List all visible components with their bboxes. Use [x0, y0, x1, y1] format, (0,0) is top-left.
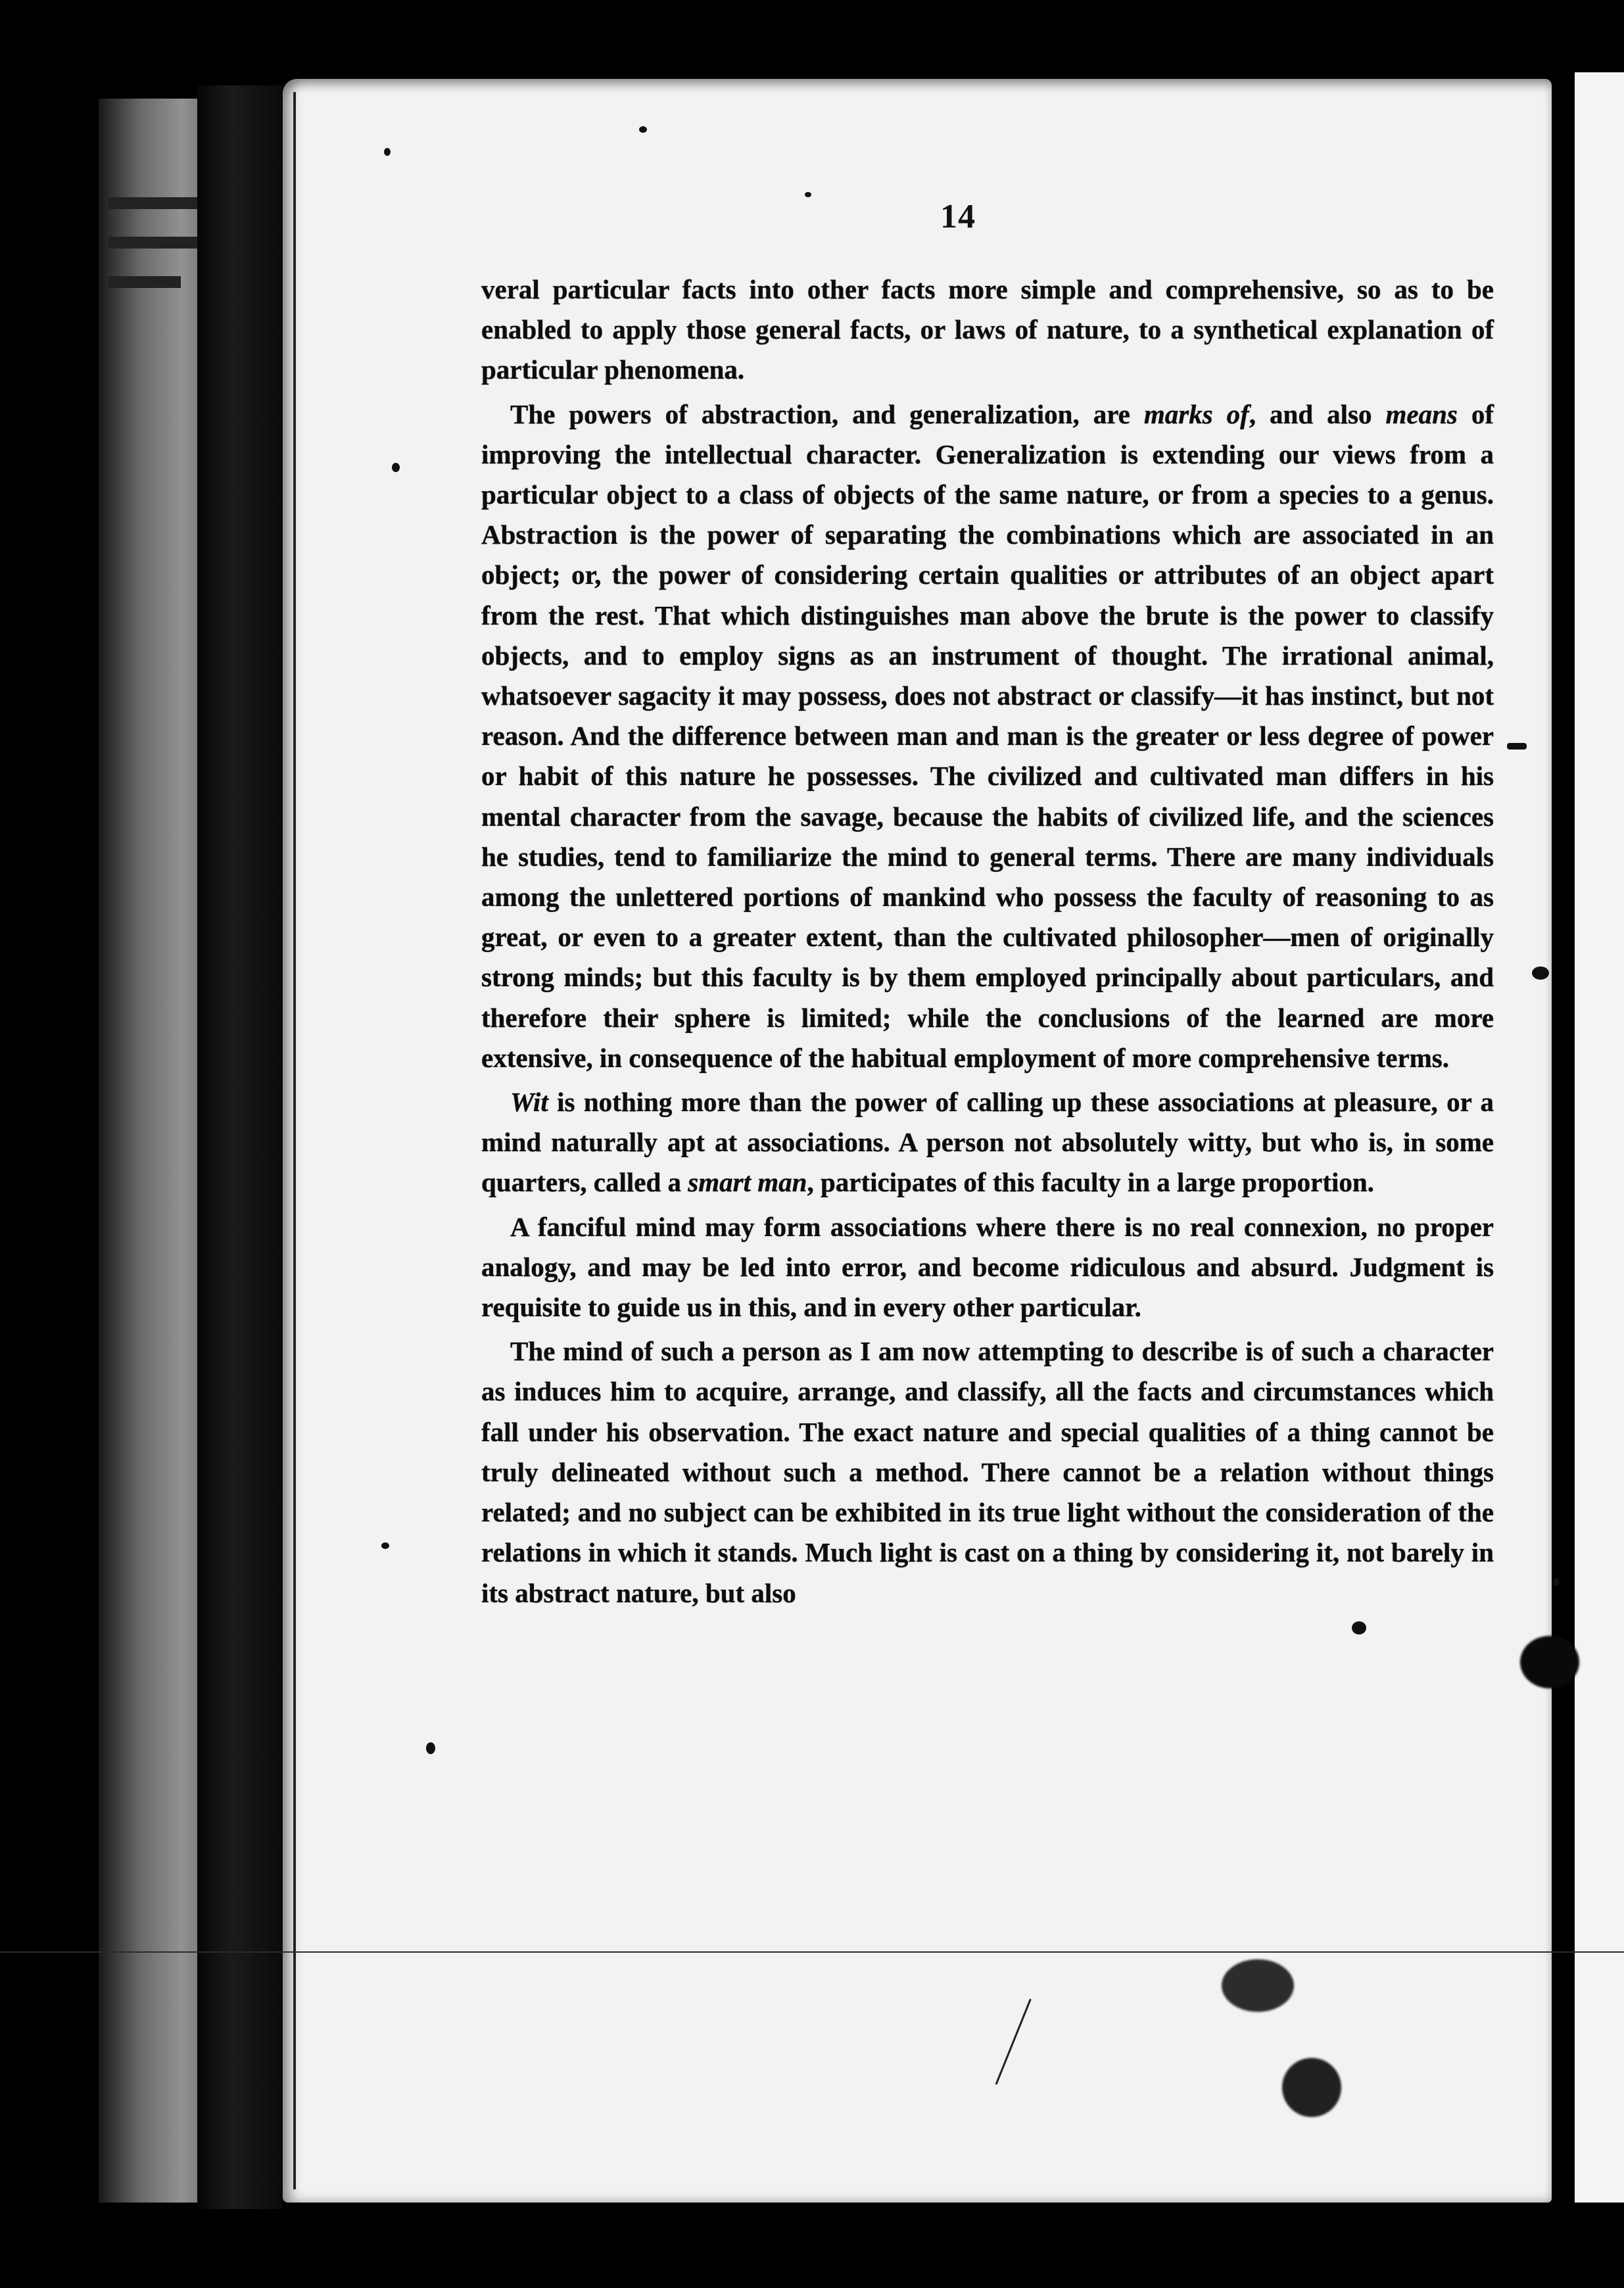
text-run: , participates of this faculty in a large proportion. [807, 1167, 1374, 1198]
text-run: The mind of such a person as I am now attempting to describe is of such a character as induces him to acquire, arrange, and classify, all the facts and circumstances which fall under his observation. The exact nature and special qualities of a thing cannot be truly delineated without such a method. There cannot be a relation without things related; and no subject can be exhibited in its true light without the consideration of the relations in which it stands. Much light is cast on a thing by considering it, not barely in its abstract nature, but also [481, 1336, 1494, 1608]
italic-text: smart man [688, 1167, 807, 1198]
page-edge-line [293, 92, 296, 2189]
text-run: A fanciful mind may form associations where there is no real connexion, no proper analogy, and may be led into error, and become ridiculous and absurd. Judgment is requisite to guide us in this, and in every other particular. [481, 1211, 1494, 1323]
italic-text: marks of [1143, 398, 1249, 429]
scan-rule-line [0, 1951, 1624, 1953]
gutter-mark [108, 276, 181, 288]
text-run: The powers of abstraction, and generalization, are [510, 398, 1144, 429]
page-text [481, 270, 1494, 1613]
page-number: 14 [940, 198, 976, 235]
gutter-mark [108, 237, 201, 249]
ink-speck [1352, 1621, 1366, 1634]
paragraph [481, 1207, 1494, 1328]
paragraph [481, 1331, 1494, 1613]
next-page-edge [1568, 72, 1624, 2203]
text-run: is nothing more than the power of calling up these associations at pleasure, or a mind naturally apt at associations. A person not absolutely witty, but who is, in some quarters, called a [481, 1087, 1494, 1198]
italic-text: means [1385, 398, 1458, 429]
ink-speck [381, 1542, 389, 1549]
ink-speck [805, 192, 811, 197]
book-binding [197, 85, 283, 2209]
text-run: veral particular facts into other facts more simple and comprehensive, so as to be enabled to apply those general facts, or laws of nature, to a synthetical explanation of particular phenomena. [481, 274, 1494, 385]
italic-text: Wit [510, 1087, 548, 1118]
paragraph [481, 1082, 1494, 1203]
paragraph [481, 270, 1494, 391]
ink-speck [1553, 1578, 1560, 1586]
ink-speck [1532, 966, 1549, 980]
ink-speck [384, 148, 391, 156]
gutter-mark [108, 197, 201, 209]
ink-blot [1520, 1636, 1579, 1688]
ink-speck [426, 1742, 435, 1754]
bottom-shadow [283, 2203, 1571, 2288]
ink-speck [392, 463, 400, 472]
ink-speck [1507, 743, 1527, 750]
ink-blot [1222, 1959, 1294, 2012]
ink-speck [639, 126, 647, 133]
text-run: of improving the intellectual character. Generalization is extending our views from a particular object to a class of objects of the same nature, or from a species to a genus. Abstraction is the power of separating the combinations which are associated in an object; or, the power of considering certain qualities or attributes of an object apart from the rest. That which distinguishes man above the brute is the power to classify objects, and to employ signs as an instrument of thought. The irrational animal, whatsoever sagacity it may possess, does not abstract or classify—it has instinct, but not reason. And the difference between man and man is the greater or less degree of power or habit of this nature he possesses. The civilized and cultivated man differs in his mental character from the savage, because the habits of civilized life, and the sciences he studies, tend to familiarize the mind to general terms. There are many individuals among the unlettered portions of mankind who possess the faculty of reasoning to as great, or even to a greater extent, than the cultivated philosopher—men of originally strong minds; but this faculty is by them employed principally about particulars, and therefore their sphere is limited; while the conclusions of the learned are more extensive, in consequence of the habitual employment of more comprehensive terms. [481, 398, 1494, 1073]
ink-blot [1282, 2058, 1341, 2117]
text-run: , and also [1249, 398, 1386, 429]
paragraph [481, 394, 1494, 1078]
